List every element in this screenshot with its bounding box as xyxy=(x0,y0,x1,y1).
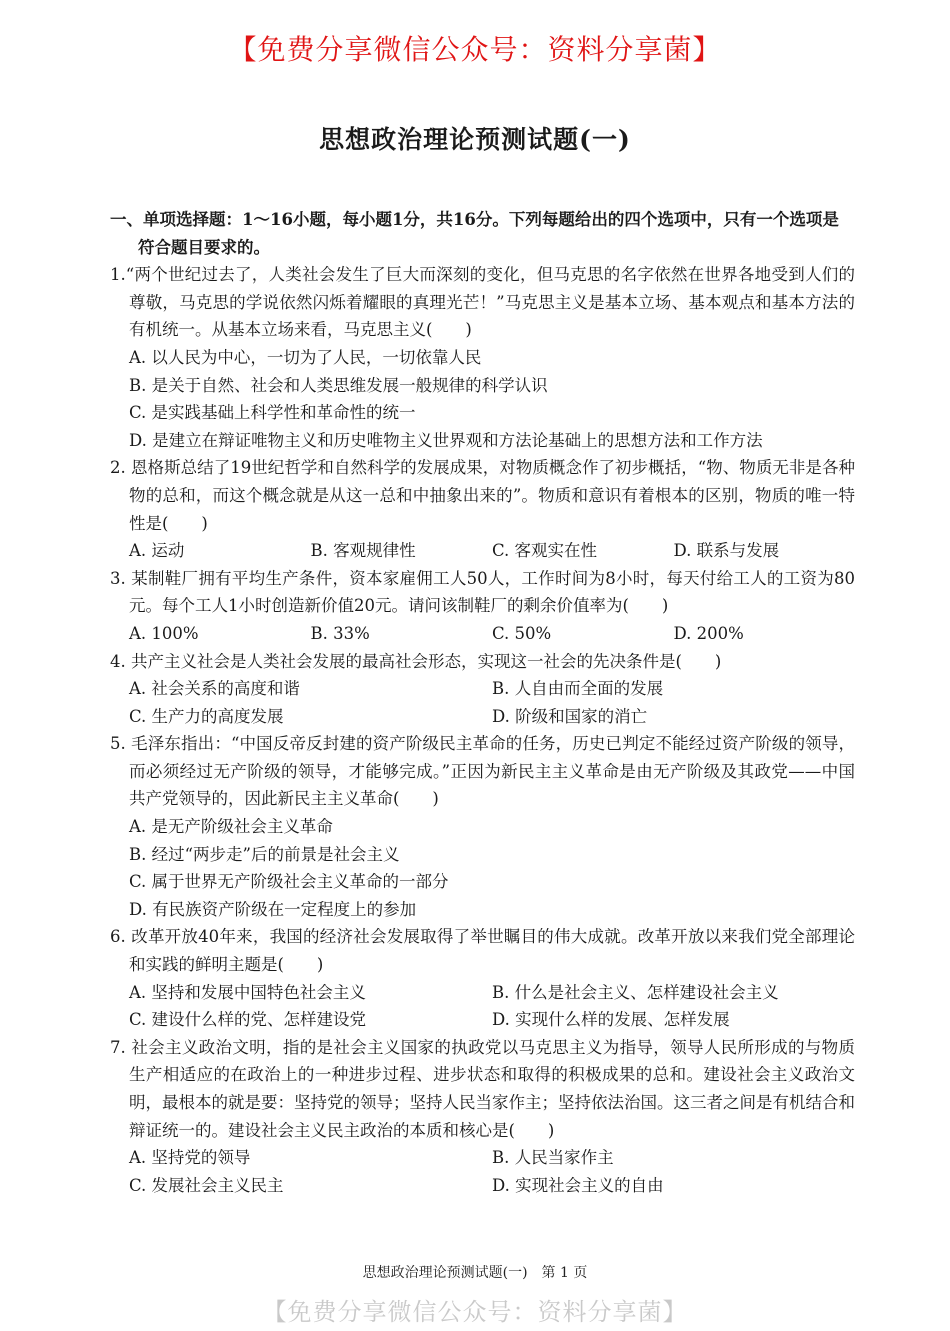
option-c: C. 客观实在性 xyxy=(492,541,598,561)
option-a: A. 社会关系的高度和谐 xyxy=(129,679,300,699)
option-list xyxy=(110,537,855,565)
question-7 xyxy=(110,1034,855,1200)
question-stem: 5. 毛泽东指出：“中国反帝反封建的资产阶级民主革命的任务，历史已判定不能经过资产阶级的领导，而必须经过无产阶级的领导，才能够完成。”正因为新民主主义革命是由无产阶级及其政党——中国共产党领导的，因此新民主主义革命( ) xyxy=(110,734,855,809)
option-a: A. 运动 xyxy=(129,541,185,561)
option-list xyxy=(110,1144,855,1199)
option-a: A. 坚持党的领导 xyxy=(129,1148,251,1168)
question-stem: 6. 改革开放40年来，我国的经济社会发展取得了举世瞩目的伟大成就。改革开放以来我们党全部理论和实践的鲜明主题是( ) xyxy=(110,927,855,975)
option-b: B. 33% xyxy=(310,623,370,643)
option-list xyxy=(110,344,855,454)
option-b: B. 是关于自然、社会和人类思维发展一般规律的科学认识 xyxy=(129,375,548,395)
question-stem: 7. 社会主义政治文明，指的是社会主义国家的执政党以马克思主义为指导，领导人民所形成的与物质生产相适应的在政治上的一种进步过程、进步状态和取得的积极成果的总和。建设社会主义政治文明，最根本的就是要：坚持党的领导；坚持人民当家作主；坚持依法治国。这三者之间是有机结合和辩证统一的。建设社会主义民主政治的本质和核心是( ) xyxy=(110,1037,855,1140)
option-c: C. 发展社会主义民主 xyxy=(129,1175,284,1195)
question-1 xyxy=(110,261,855,454)
option-c: C. 属于世界无产阶级社会主义革命的一部分 xyxy=(129,872,449,892)
option-d: D. 实现社会主义的自由 xyxy=(492,1175,664,1195)
question-stem: 3. 某制鞋厂拥有平均生产条件，资本家雇佣工人50人，工作时间为8小时，每天付给工人的工资为80元。每个工人1小时创造新价值20元。请问该制鞋厂的剩余价值率为( ) xyxy=(110,568,855,616)
option-c: C. 是实践基础上科学性和革命性的统一 xyxy=(129,403,416,423)
option-b: B. 客观规律性 xyxy=(310,541,416,561)
option-list xyxy=(110,979,855,1034)
option-list xyxy=(110,620,855,648)
question-3 xyxy=(110,565,855,648)
option-d: D. 有民族资产阶级在一定程度上的参加 xyxy=(129,899,417,919)
option-b: B. 人民当家作主 xyxy=(492,1148,614,1168)
option-d: D. 阶级和国家的消亡 xyxy=(492,706,648,726)
watermark-top: 【免费分享微信公众号：资料分享菌】 xyxy=(228,33,722,66)
option-d: D. 200% xyxy=(673,623,744,643)
option-a: A. 以人民为中心，一切为了人民，一切依靠人民 xyxy=(129,347,482,367)
option-b: B. 什么是社会主义、怎样建设社会主义 xyxy=(492,982,779,1002)
page-footer: 思想政治理论预测试题(一) 第 1 页 xyxy=(362,1265,588,1281)
question-stem: 2. 恩格斯总结了19世纪哲学和自然科学的发展成果，对物质概念作了初步概括，“物、物质无非是各种物的总和，而这个概念就是从这一总和中抽象出来的”。物质和意识有着根本的区别，物质的唯一特性是( ) xyxy=(110,458,855,533)
option-list xyxy=(110,813,855,923)
question-5 xyxy=(110,730,855,923)
option-d: D. 实现什么样的发展、怎样发展 xyxy=(492,1010,730,1030)
option-b: B. 经过“两步走”后的前景是社会主义 xyxy=(129,844,400,864)
option-list xyxy=(110,675,855,730)
option-a: A. 是无产阶级社会主义革命 xyxy=(129,817,333,837)
option-d: D. 是建立在辩证唯物主义和历史唯物主义世界观和方法论基础上的思想方法和工作方法 xyxy=(129,430,763,450)
option-d: D. 联系与发展 xyxy=(673,541,780,561)
section-heading: 一、单项选择题：1～16小题，每小题1分，共16分。下列每题给出的四个选项中，只有一个选项是符合题目要求的。 xyxy=(110,210,839,257)
option-b: B. 人自由而全面的发展 xyxy=(492,679,664,699)
question-stem: 4. 共产主义社会是人类社会发展的最高社会形态，实现这一社会的先决条件是( ) xyxy=(110,651,722,671)
question-6 xyxy=(110,923,855,1033)
question-4 xyxy=(110,648,855,731)
option-a: A. 坚持和发展中国特色社会主义 xyxy=(129,982,366,1002)
page-title: 思想政治理论预测试题(一) xyxy=(319,125,631,154)
question-stem: 1.“两个世纪过去了，人类社会发生了巨大而深刻的变化，但马克思的名字依然在世界各地受到人们的尊敬，马克思的学说依然闪烁着耀眼的真理光芒！”马克思主义是基本立场、基本观点和基本方法的有机统一。从基本立场来看，马克思主义( ) xyxy=(110,265,855,340)
option-c: C. 建设什么样的党、怎样建设党 xyxy=(129,1010,367,1030)
watermark-bottom: 【免费分享微信公众号：资料分享菌】 xyxy=(262,1298,688,1326)
question-2 xyxy=(110,454,855,564)
question-list xyxy=(110,206,855,1199)
option-c: C. 50% xyxy=(492,623,552,643)
option-a: A. 100% xyxy=(129,623,199,643)
option-c: C. 生产力的高度发展 xyxy=(129,706,284,726)
